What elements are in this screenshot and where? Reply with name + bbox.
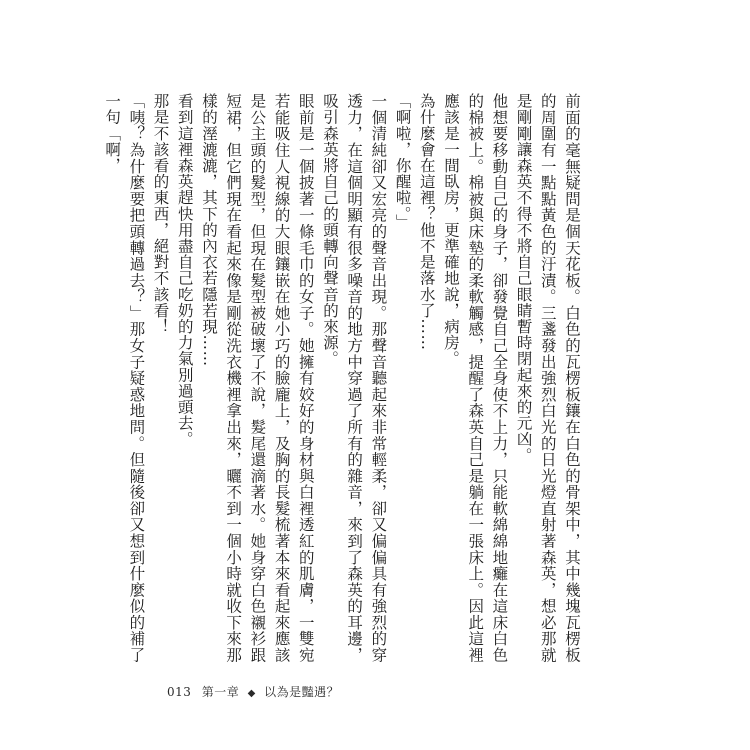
paragraph-why-here: 為什麼會在這裡？他不是落水了…… — [417, 93, 436, 351]
paragraph-woman-description: 眼前是一個披著一條毛巾的女子。她擁有姣好的身材與白裡透紅的肌膚，一雙宛若能吸住人視線的大眼鑲嵌在她小巧的臉龐上，及胸的長髮梳著本來看起來應該是公主頭的髮型，但現在髮型被破壞了不說，髮尾還滴著水。她身穿白色襯衫跟短裙，但它們現在看起來像是剛從洗衣機裡拿出來，曬不到一個小時就收下來那樣的溼漉漉，其下的內衣若隱若現…… — [199, 93, 315, 663]
paragraph-ceiling: 前面的毫無疑問是個天花板。白色的瓦楞板鑲在白色的骨架中，其中幾塊瓦楞板的周圍有一點點黃色的汙漬。三盞發出強烈白光的日光燈直射著森英，想必那就是剛剛讓森英不得不將自己眼睛暫時閉起來的元凶。 — [514, 93, 581, 663]
paragraph-why-turn: 「咦？為什麼要把頭轉過去？」那女子疑惑地問。但隨後卻又想到什麼似的補了一句「啊， — [103, 93, 146, 663]
paragraph-voice: 一個清純卻又宏亮的聲音出現。那聲音聽起來非常輕柔，卻又偏偏具有強烈的穿透力，在這個明顯有很多噪音的地方中穿過了所有的雜音，來到了森英的耳邊，吸引森英將自己的頭轉向聲音的來源。 — [320, 93, 388, 663]
paragraph-you-awake: 「啊啦，你醒啦。」 — [393, 93, 412, 231]
chapter-label: 第一章 — [201, 685, 240, 699]
paragraph-body-weak: 他想要移動自己的身子，卻發覺自己全身使不上力，只能軟綿綿地癱在這床白色的棉被上。棉被與床墊的柔軟觸感，提醒了森英自己是躺在一張床上。因此這裡應該是一間臥房，更準確地說，病房。 — [441, 93, 509, 663]
paragraph-turn-away: 看到這裡森英趕快用盡自己吃奶的力氣別過頭去。 — [175, 93, 194, 448]
page-footer — [167, 683, 339, 700]
chapter-title: 以為是豔遇？ — [264, 685, 340, 699]
page-number: 013 — [167, 685, 192, 699]
vertical-text-body — [100, 93, 584, 663]
paragraph-should-not-look: 那是不該看的東西，絕對不該看！ — [151, 93, 170, 335]
diamond-ornament-icon: ◆ — [247, 688, 256, 699]
